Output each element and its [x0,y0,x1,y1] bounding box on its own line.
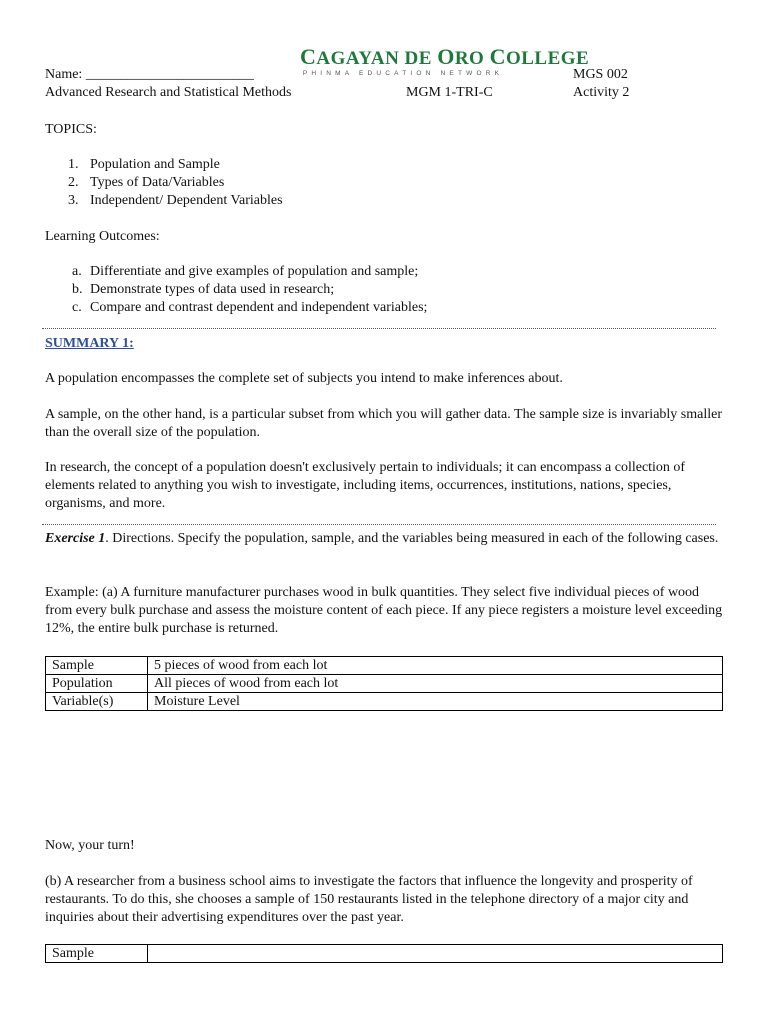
table-cell-key: Sample [46,657,148,675]
dotted-divider [42,524,716,525]
table-cell-key: Sample [46,945,148,963]
table-row [46,693,723,711]
exercise-label: Exercise 1 [45,531,106,546]
outcomes-heading: Learning Outcomes: [45,229,160,244]
list-item [68,192,283,210]
course-code: MGS 002 [573,67,628,82]
list-item [72,281,427,299]
your-turn-text: Now, your turn! [45,838,135,853]
exercise-directions [45,530,725,548]
summary-heading: SUMMARY 1: [45,336,134,351]
name-field-label: Name: ________________________ [45,67,254,82]
list-item [72,263,427,281]
dotted-divider [42,328,716,329]
table-cell-value: All pieces of wood from each lot [148,675,723,693]
case-b-paragraph: (b) A researcher from a business school aims to investigate the factors that influence the longevity and prosperity of restaurants. To do this, she chooses a sample of 150 restaurants listed in the telephone directory of a major city and inquiries about their advertising expenditures over the past year. [45,874,693,925]
list-item [68,156,283,174]
list-text: Independent/ Dependent Variables [90,193,283,208]
list-item [68,174,283,192]
table-row [46,657,723,675]
activity-label: Activity 2 [573,85,630,100]
summary-paragraph: A population encompasses the complete set of subjects you intend to make inferences about. [45,371,563,386]
college-logo [300,44,590,78]
list-number: 1. [68,157,79,172]
summary-paragraph: In research, the concept of a population doesn't exclusively pertain to individuals; it can encompass a collection of elements related to anything you wish to investigate, including items, occurrences, institutions, nations, species, organisms, and more. [45,460,686,511]
outcomes-list [72,263,427,317]
table-cell-key: Variable(s) [46,693,148,711]
table-cell-value: Moisture Level [148,693,723,711]
logo-subtitle: PHINMA EDUCATION NETWORK [302,70,504,77]
summary-paragraph: A sample, on the other hand, is a particular subset from which you will gather data. The sample size is invariably smaller than the overall size of the population. [45,407,723,440]
list-text: Population and Sample [90,157,220,172]
list-text: Types of Data/Variables [90,175,225,190]
example-table [45,656,723,711]
answer-table [45,944,723,963]
example-paragraph: Example: (a) A furniture manufacturer purchases wood in bulk quantities. They select five individual pieces of wood from every bulk purchase and assess the moisture content of each piece. If any piece registers a moisture level exceeding 12%, the entire bulk purchase is returned. [45,585,723,636]
course-title: Advanced Research and Statistical Methods [45,85,292,100]
list-letter: a. [72,264,82,279]
logo-title: CAGAYAN DE ORO COLLEGE [300,44,590,69]
table-row [46,945,723,963]
table-cell-value: 5 pieces of wood from each lot [148,657,723,675]
list-text: Demonstrate types of data used in research; [90,282,335,297]
section-code: MGM 1-TRI-C [406,85,493,100]
list-letter: c. [72,300,82,315]
topics-heading: TOPICS: [45,122,97,137]
answer-cell[interactable] [148,945,723,963]
list-item [72,299,427,317]
directions-text: . Directions. Specify the population, sample, and the variables being measured in each of the following cases. [105,531,719,546]
list-letter: b. [72,282,83,297]
table-cell-key: Population [46,675,148,693]
list-number: 2. [68,175,79,190]
list-text: Compare and contrast dependent and independent variables; [90,300,428,315]
list-number: 3. [68,193,79,208]
table-row [46,675,723,693]
list-text: Differentiate and give examples of population and sample; [90,264,419,279]
topics-list [68,156,283,210]
